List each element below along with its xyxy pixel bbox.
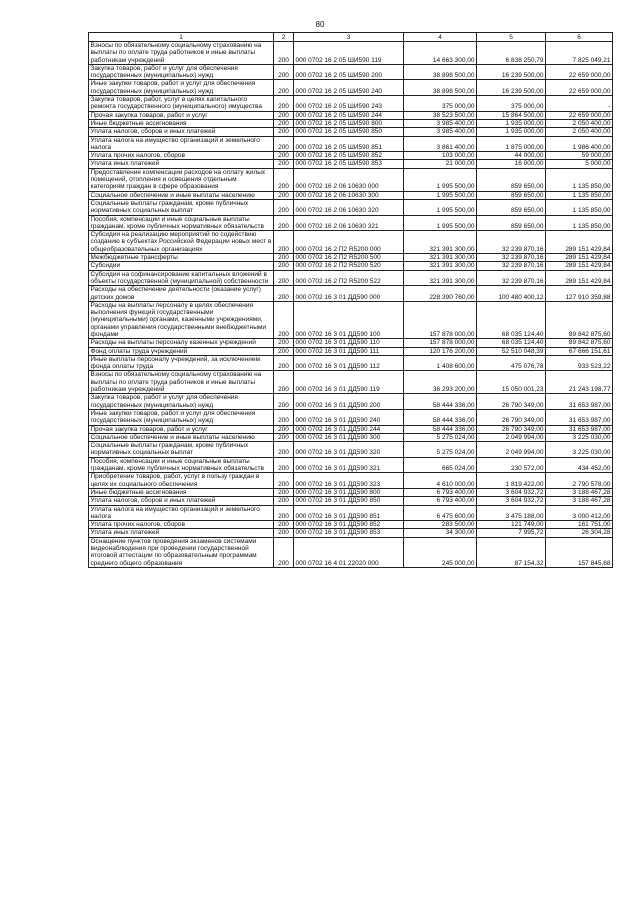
row-name: Предоставление компенсации расходов на оплату жилых помещений, отопления и освещения отдельным категориям граждан в сфере образования xyxy=(89,168,274,191)
table-row xyxy=(89,231,613,254)
row-name: Расходы на обеспечение деятельности (оказание услуг) детских домов xyxy=(89,286,274,302)
row-budget-code: 000 0702 16 2 06 10630 320 xyxy=(294,199,404,215)
table-row xyxy=(89,425,613,433)
row-name: Уплата налога на имущество организаций и земельного налога xyxy=(89,136,274,152)
row-name: Расходы на выплаты персоналу в целях обеспечения выполнения функций государственными (муниципальными) органами, казенными учреждениями, органами управления государственными внебюджетными фондами xyxy=(89,301,274,338)
row-approved-amount: 36 293 200,00 xyxy=(404,371,477,394)
column-header: 1 xyxy=(89,33,274,42)
table-row xyxy=(89,488,613,496)
row-executed-amount: 859 650,00 xyxy=(477,215,546,231)
row-budget-code: 000 0702 16 3 01 ДД590 852 xyxy=(294,521,404,529)
row-approved-amount: 1 995 500,00 xyxy=(404,215,477,231)
row-executed-amount: 3 604 932,72 xyxy=(477,497,546,505)
row-name: Межбюджетные трансферты xyxy=(89,254,274,262)
row-budget-code: 000 0702 16 2 05 ШИ590 244 xyxy=(294,111,404,119)
row-name: Иные закупки товаров, работ и услуг для обеспечения государственных (муниципальных) нужд xyxy=(89,80,274,96)
row-name: Приобретение товаров, работ, услуг в пользу граждан в целях их социального обеспечения xyxy=(89,473,274,489)
row-executed-amount: 230 572,00 xyxy=(477,457,546,473)
row-unexecuted-amount: 1 986 400,00 xyxy=(546,136,613,152)
row-code: 200 xyxy=(274,231,294,254)
row-executed-amount: 2 049 994,00 xyxy=(477,442,546,458)
row-executed-amount: 3 604 932,72 xyxy=(477,488,546,496)
table-row xyxy=(89,96,613,112)
row-name: Уплата налога на имущество организаций и земельного налога xyxy=(89,505,274,521)
table-row xyxy=(89,111,613,119)
row-unexecuted-amount: 31 653 987,00 xyxy=(546,409,613,425)
column-header: 5 xyxy=(477,33,546,42)
row-unexecuted-amount: 1 135 850,00 xyxy=(546,199,613,215)
table-row xyxy=(89,128,613,136)
row-approved-amount: 103 000,00 xyxy=(404,152,477,160)
row-unexecuted-amount: 22 659 000,00 xyxy=(546,64,613,80)
row-budget-code: 000 0702 16 2 05 ШИ590 851 xyxy=(294,136,404,152)
row-executed-amount: 475 076,78 xyxy=(477,355,546,371)
table-row xyxy=(89,442,613,458)
table-row xyxy=(89,119,613,127)
row-executed-amount: 16 239 500,00 xyxy=(477,64,546,80)
row-executed-amount: 87 154,32 xyxy=(477,537,546,567)
column-header: 2 xyxy=(274,33,294,42)
row-unexecuted-amount: 31 653 987,00 xyxy=(546,394,613,410)
row-executed-amount: 32 239 870,16 xyxy=(477,270,546,286)
row-budget-code: 000 0702 16 3 01 ДД590 300 xyxy=(294,433,404,441)
row-code: 200 xyxy=(274,537,294,567)
row-budget-code: 000 0702 16 2 06 10630 000 xyxy=(294,168,404,191)
row-code: 200 xyxy=(274,80,294,96)
row-budget-code: 000 0702 16 2 05 ШИ590 200 xyxy=(294,64,404,80)
row-name: Уплата налогов, сборов и иных платежей xyxy=(89,497,274,505)
row-executed-amount: 15 050 001,23 xyxy=(477,371,546,394)
row-code: 200 xyxy=(274,168,294,191)
row-code: 200 xyxy=(274,409,294,425)
row-approved-amount: 157 878 000,00 xyxy=(404,339,477,347)
row-unexecuted-amount: 289 151 429,84 xyxy=(546,270,613,286)
row-unexecuted-amount: 127 910 359,88 xyxy=(546,286,613,302)
row-approved-amount: 5 275 024,00 xyxy=(404,433,477,441)
row-executed-amount: 15 864 500,00 xyxy=(477,111,546,119)
row-code: 200 xyxy=(274,425,294,433)
row-approved-amount: 321 391 300,00 xyxy=(404,231,477,254)
row-approved-amount: 6 475 600,00 xyxy=(404,505,477,521)
row-unexecuted-amount: 3 225 030,00 xyxy=(546,433,613,441)
row-executed-amount: 32 239 870,16 xyxy=(477,254,546,262)
row-code: 200 xyxy=(274,270,294,286)
row-unexecuted-amount: 7 825 049,21 xyxy=(546,42,613,65)
row-budget-code: 000 0702 16 3 01 ДД590 200 xyxy=(294,394,404,410)
row-budget-code: 000 0702 16 2 05 ШИ590 853 xyxy=(294,160,404,168)
row-budget-code: 000 0702 16 3 01 ДД590 244 xyxy=(294,425,404,433)
row-code: 200 xyxy=(274,215,294,231)
row-name: Иные бюджетные ассигнования xyxy=(89,488,274,496)
row-executed-amount: 6 838 250,79 xyxy=(477,42,546,65)
row-budget-code: 000 0702 16 3 01 ДД590 100 xyxy=(294,301,404,338)
row-unexecuted-amount: 31 653 987,00 xyxy=(546,425,613,433)
row-name: Иные выплаты персоналу учреждений, за исключением фонда оплаты труда xyxy=(89,355,274,371)
row-executed-amount: 44 000,00 xyxy=(477,152,546,160)
row-approved-amount: 1 995 500,00 xyxy=(404,168,477,191)
row-name: Фонд оплаты труда учреждений xyxy=(89,347,274,355)
row-executed-amount: 32 239 870,16 xyxy=(477,231,546,254)
row-code: 200 xyxy=(274,191,294,199)
table-row xyxy=(89,537,613,567)
row-name: Уплата иных платежей xyxy=(89,160,274,168)
row-approved-amount: 321 391 300,00 xyxy=(404,254,477,262)
table-row xyxy=(89,473,613,489)
row-unexecuted-amount: 157 845,68 xyxy=(546,537,613,567)
row-approved-amount: 1 995 500,00 xyxy=(404,199,477,215)
row-code: 200 xyxy=(274,529,294,537)
row-budget-code: 000 0702 16 2 05 ШИ590 850 xyxy=(294,128,404,136)
row-code: 200 xyxy=(274,457,294,473)
row-unexecuted-amount: 289 151 429,84 xyxy=(546,231,613,254)
row-approved-amount: 4 610 000,00 xyxy=(404,473,477,489)
row-executed-amount: 100 480 400,12 xyxy=(477,286,546,302)
table-row xyxy=(89,191,613,199)
row-approved-amount: 38 523 500,00 xyxy=(404,111,477,119)
row-name: Уплата иных платежей xyxy=(89,529,274,537)
table-row xyxy=(89,199,613,215)
row-name: Иные закупки товаров, работ и услуг для обеспечения государственных (муниципальных) нужд xyxy=(89,409,274,425)
row-code: 200 xyxy=(274,119,294,127)
row-budget-code: 000 0702 16 3 01 ДД590 853 xyxy=(294,529,404,537)
row-approved-amount: 3 985 400,00 xyxy=(404,128,477,136)
row-approved-amount: 1 995 500,00 xyxy=(404,191,477,199)
table-row xyxy=(89,270,613,286)
row-executed-amount: 2 049 994,00 xyxy=(477,433,546,441)
row-unexecuted-amount: 2 050 400,00 xyxy=(546,119,613,127)
row-approved-amount: 3 985 400,00 xyxy=(404,119,477,127)
row-unexecuted-amount: 89 842 875,60 xyxy=(546,301,613,338)
row-name: Прочая закупка товаров, работ и услуг xyxy=(89,425,274,433)
row-approved-amount: 157 878 000,00 xyxy=(404,301,477,338)
table-row xyxy=(89,262,613,270)
row-executed-amount: 16 239 500,00 xyxy=(477,80,546,96)
row-unexecuted-amount: 1 135 850,00 xyxy=(546,168,613,191)
row-code: 200 xyxy=(274,136,294,152)
row-code: 200 xyxy=(274,64,294,80)
table-row xyxy=(89,497,613,505)
row-executed-amount: 7 995,72 xyxy=(477,529,546,537)
row-name: Пособия, компенсации и иные социальные выплаты гражданам, кроме публичных нормативных обязательств xyxy=(89,215,274,231)
row-approved-amount: 283 500,00 xyxy=(404,521,477,529)
row-approved-amount: 34 300,00 xyxy=(404,529,477,537)
row-name: Закупка товаров, работ, услуг в целях капитального ремонта государственного (муниципального) имущества xyxy=(89,96,274,112)
row-unexecuted-amount: 2 790 578,00 xyxy=(546,473,613,489)
row-budget-code: 000 0702 16 2 П2 R5200 000 xyxy=(294,231,404,254)
row-budget-code: 000 0702 16 2 05 ШИ590 852 xyxy=(294,152,404,160)
row-unexecuted-amount: 434 452,00 xyxy=(546,457,613,473)
row-name: Социальное обеспечение и иные выплаты населению xyxy=(89,191,274,199)
row-unexecuted-amount: 59 000,00 xyxy=(546,152,613,160)
row-name: Прочая закупка товаров, работ и услуг xyxy=(89,111,274,119)
row-budget-code: 000 0702 16 3 01 ДД590 323 xyxy=(294,473,404,489)
row-code: 200 xyxy=(274,473,294,489)
row-name: Уплата прочих налогов, сборов xyxy=(89,152,274,160)
row-executed-amount: 26 790 349,00 xyxy=(477,394,546,410)
row-executed-amount: 68 035 124,40 xyxy=(477,301,546,338)
row-unexecuted-amount: 933 523,22 xyxy=(546,355,613,371)
row-approved-amount: 321 391 300,00 xyxy=(404,262,477,270)
row-code: 200 xyxy=(274,199,294,215)
table-row xyxy=(89,505,613,521)
row-executed-amount: 1 875 000,00 xyxy=(477,136,546,152)
table-row xyxy=(89,152,613,160)
row-budget-code: 000 0702 16 3 01 ДД590 320 xyxy=(294,442,404,458)
row-unexecuted-amount: 161 751,00 xyxy=(546,521,613,529)
row-executed-amount: 1 819 422,00 xyxy=(477,473,546,489)
row-executed-amount: 859 650,00 xyxy=(477,168,546,191)
row-name: Взносы по обязательному социальному страхованию на выплаты по оплате труда работников и иные выплаты работникам учреждений xyxy=(89,371,274,394)
row-executed-amount: 859 650,00 xyxy=(477,191,546,199)
row-executed-amount: 26 790 349,00 xyxy=(477,425,546,433)
row-code: 200 xyxy=(274,301,294,338)
row-code: 200 xyxy=(274,128,294,136)
table-row xyxy=(89,409,613,425)
row-unexecuted-amount: 1 135 850,00 xyxy=(546,215,613,231)
column-header: 4 xyxy=(404,33,477,42)
row-approved-amount: 6 793 400,00 xyxy=(404,488,477,496)
row-code: 200 xyxy=(274,152,294,160)
row-code: 200 xyxy=(274,521,294,529)
row-name: Взносы по обязательному социальному страхованию на выплаты по оплате труда работников и иные выплаты работникам учреждений xyxy=(89,42,274,65)
row-budget-code: 000 0702 16 2 05 ШИ590 119 xyxy=(294,42,404,65)
row-approved-amount: 5 275 024,00 xyxy=(404,442,477,458)
table-row xyxy=(89,457,613,473)
row-budget-code: 000 0702 16 2 05 ШИ590 240 xyxy=(294,80,404,96)
row-name: Расходы на выплаты персоналу казенных учреждений xyxy=(89,339,274,347)
row-approved-amount: 38 898 500,00 xyxy=(404,64,477,80)
row-budget-code: 000 0702 16 2 05 ШИ590 800 xyxy=(294,119,404,127)
row-budget-code: 000 0702 16 3 01 ДД590 321 xyxy=(294,457,404,473)
row-unexecuted-amount: 89 842 875,60 xyxy=(546,339,613,347)
row-executed-amount: 859 650,00 xyxy=(477,199,546,215)
table-row xyxy=(89,339,613,347)
row-name: Социальные выплаты гражданам, кроме публичных нормативных социальных выплат xyxy=(89,442,274,458)
row-code: 200 xyxy=(274,355,294,371)
row-unexecuted-amount: 3 225 030,00 xyxy=(546,442,613,458)
row-code: 200 xyxy=(274,497,294,505)
row-approved-amount: 245 000,00 xyxy=(404,537,477,567)
table-row xyxy=(89,136,613,152)
row-executed-amount: 16 000,00 xyxy=(477,160,546,168)
row-name: Субсидии на реализацию мероприятий по содействию созданию в субъектах Российской Федерации новых мест в общеобразовательных организациях xyxy=(89,231,274,254)
table-row xyxy=(89,371,613,394)
row-approved-amount: 6 793 400,00 xyxy=(404,497,477,505)
row-executed-amount: 26 790 349,00 xyxy=(477,409,546,425)
row-budget-code: 000 0702 16 2 П2 R5200 500 xyxy=(294,254,404,262)
row-approved-amount: 3 861 400,00 xyxy=(404,136,477,152)
row-unexecuted-amount: 3 188 467,28 xyxy=(546,497,613,505)
row-name: Оснащение пунктов проведения экзаменов системами видеонаблюдения при проведении государственной итоговой аттестации по образовательным программам среднего общего образования xyxy=(89,537,274,567)
row-approved-amount: 120 176 200,00 xyxy=(404,347,477,355)
row-executed-amount: 32 239 870,16 xyxy=(477,262,546,270)
row-approved-amount: 58 444 336,00 xyxy=(404,394,477,410)
row-unexecuted-amount: - xyxy=(546,96,613,112)
row-code: 200 xyxy=(274,111,294,119)
row-executed-amount: 68 035 124,40 xyxy=(477,339,546,347)
row-name: Закупка товаров, работ и услуг для обеспечения государственных (муниципальных) нужд xyxy=(89,394,274,410)
table-row xyxy=(89,64,613,80)
table-row xyxy=(89,394,613,410)
table-row xyxy=(89,215,613,231)
row-budget-code: 000 0702 16 3 01 ДД590 119 xyxy=(294,371,404,394)
table-row xyxy=(89,42,613,65)
row-code: 200 xyxy=(274,433,294,441)
row-unexecuted-amount: 3 188 467,28 xyxy=(546,488,613,496)
row-approved-amount: 1 408 600,00 xyxy=(404,355,477,371)
row-unexecuted-amount: 21 243 198,77 xyxy=(546,371,613,394)
row-code: 200 xyxy=(274,488,294,496)
row-name: Пособия, компенсации и иные социальные выплаты гражданам, кроме публичных нормативных обязательств xyxy=(89,457,274,473)
budget-table xyxy=(88,32,613,568)
row-name: Социальные выплаты гражданам, кроме публичных нормативных социальных выплат xyxy=(89,199,274,215)
row-code: 200 xyxy=(274,254,294,262)
row-name: Уплата прочих налогов, сборов xyxy=(89,521,274,529)
row-budget-code: 000 0702 16 3 01 ДД590 240 xyxy=(294,409,404,425)
row-budget-code: 000 0702 16 4 01 22020 000 xyxy=(294,537,404,567)
row-code: 200 xyxy=(274,505,294,521)
row-code: 200 xyxy=(274,262,294,270)
table-row xyxy=(89,433,613,441)
row-approved-amount: 58 444 336,00 xyxy=(404,425,477,433)
row-unexecuted-amount: 67 666 151,61 xyxy=(546,347,613,355)
table-row xyxy=(89,301,613,338)
row-budget-code: 000 0702 16 2 П2 R5200 520 xyxy=(294,262,404,270)
table-row xyxy=(89,347,613,355)
row-approved-amount: 321 391 300,00 xyxy=(404,270,477,286)
row-unexecuted-amount: 3 000 412,00 xyxy=(546,505,613,521)
row-executed-amount: 121 749,00 xyxy=(477,521,546,529)
column-header: 6 xyxy=(546,33,613,42)
row-budget-code: 000 0702 16 3 01 ДД590 850 xyxy=(294,497,404,505)
row-unexecuted-amount: 5 000,00 xyxy=(546,160,613,168)
row-budget-code: 000 0702 16 3 01 ДД590 110 xyxy=(294,339,404,347)
row-budget-code: 000 0702 16 3 01 ДД590 800 xyxy=(294,488,404,496)
row-executed-amount: 1 935 000,00 xyxy=(477,128,546,136)
row-name: Социальное обеспечение и иные выплаты населению xyxy=(89,433,274,441)
row-unexecuted-amount: 289 151 429,84 xyxy=(546,254,613,262)
table-row xyxy=(89,355,613,371)
row-unexecuted-amount: 22 659 000,00 xyxy=(546,111,613,119)
row-unexecuted-amount: 1 135 850,00 xyxy=(546,191,613,199)
table-header-row xyxy=(89,33,613,42)
row-code: 200 xyxy=(274,394,294,410)
row-code: 200 xyxy=(274,347,294,355)
table-row xyxy=(89,521,613,529)
row-code: 200 xyxy=(274,442,294,458)
row-approved-amount: 665 024,00 xyxy=(404,457,477,473)
table-row xyxy=(89,529,613,537)
row-name: Иные бюджетные ассигнования xyxy=(89,119,274,127)
table-row xyxy=(89,80,613,96)
row-executed-amount: 1 935 000,00 xyxy=(477,119,546,127)
row-budget-code: 000 0702 16 3 01 ДД590 111 xyxy=(294,347,404,355)
row-name: Закупка товаров, работ и услуг для обеспечения государственных (муниципальных) нужд xyxy=(89,64,274,80)
row-unexecuted-amount: 26 304,28 xyxy=(546,529,613,537)
row-approved-amount: 38 898 500,00 xyxy=(404,80,477,96)
row-code: 200 xyxy=(274,371,294,394)
row-unexecuted-amount: 22 659 000,00 xyxy=(546,80,613,96)
row-code: 200 xyxy=(274,96,294,112)
row-code: 200 xyxy=(274,286,294,302)
row-budget-code: 000 0702 16 2 П2 R5200 522 xyxy=(294,270,404,286)
row-budget-code: 000 0702 16 2 05 ШИ590 243 xyxy=(294,96,404,112)
table-row xyxy=(89,168,613,191)
row-approved-amount: 375 000,00 xyxy=(404,96,477,112)
row-budget-code: 000 0702 16 3 01 ДД590 000 xyxy=(294,286,404,302)
row-approved-amount: 58 444 336,00 xyxy=(404,409,477,425)
table-row xyxy=(89,254,613,262)
row-budget-code: 000 0702 16 2 06 10630 321 xyxy=(294,215,404,231)
row-code: 200 xyxy=(274,160,294,168)
row-executed-amount: 52 510 048,39 xyxy=(477,347,546,355)
table-row xyxy=(89,160,613,168)
row-code: 200 xyxy=(274,42,294,65)
column-header: 3 xyxy=(294,33,404,42)
row-budget-code: 000 0702 16 3 01 ДД590 112 xyxy=(294,355,404,371)
row-code: 200 xyxy=(274,339,294,347)
row-executed-amount: 375 000,00 xyxy=(477,96,546,112)
row-name: Субсидии на софинансирование капитальных вложений в объекты государственной (муниципальной) собственности xyxy=(89,270,274,286)
row-unexecuted-amount: 289 151 429,84 xyxy=(546,262,613,270)
page-number: 80 xyxy=(315,20,325,29)
row-approved-amount: 21 000,00 xyxy=(404,160,477,168)
row-name: Уплата налогов, сборов и иных платежей xyxy=(89,128,274,136)
row-unexecuted-amount: 2 050 400,00 xyxy=(546,128,613,136)
table-row xyxy=(89,286,613,302)
row-name: Субсидии xyxy=(89,262,274,270)
row-executed-amount: 3 475 188,00 xyxy=(477,505,546,521)
row-budget-code: 000 0702 16 2 06 10630 300 xyxy=(294,191,404,199)
row-approved-amount: 14 663 300,00 xyxy=(404,42,477,65)
row-approved-amount: 228 390 760,00 xyxy=(404,286,477,302)
row-budget-code: 000 0702 16 3 01 ДД590 851 xyxy=(294,505,404,521)
